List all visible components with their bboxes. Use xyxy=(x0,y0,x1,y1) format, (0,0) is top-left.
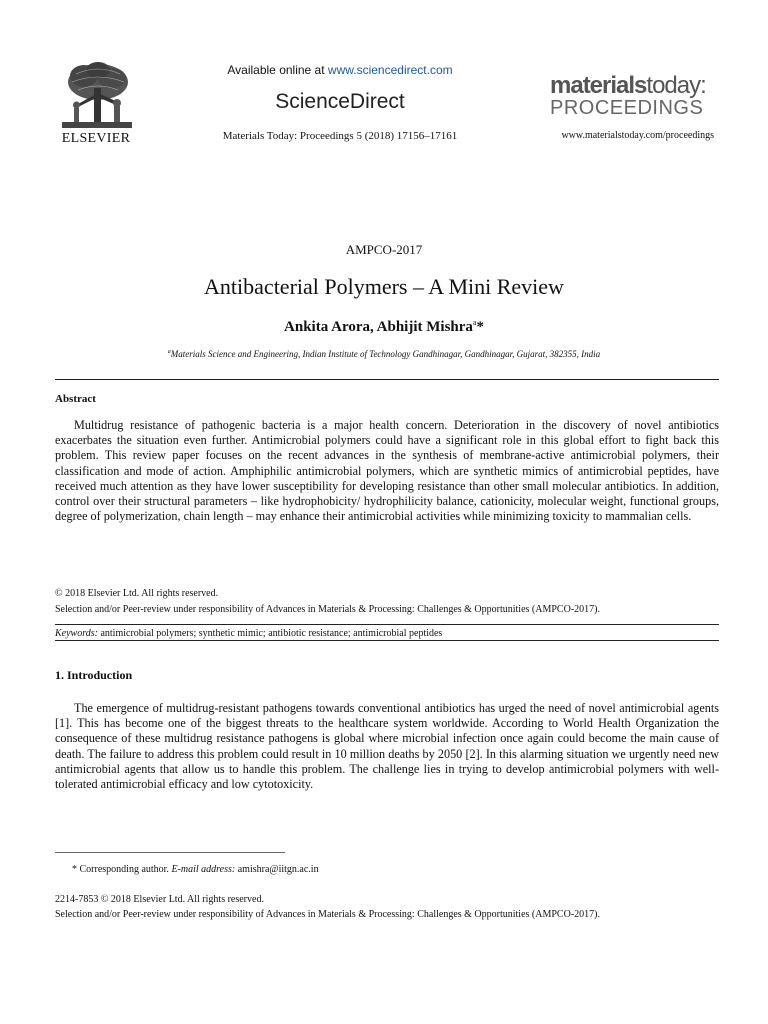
publisher-name: ELSEVIER xyxy=(61,131,131,146)
corresponding-star: * xyxy=(476,319,484,335)
materials-today-url[interactable]: www.materialstoday.com/proceedings xyxy=(561,130,714,141)
platform-name: ScienceDirect xyxy=(275,90,405,113)
issn-line: 2214-7853 © 2018 Elsevier Ltd. All rights reserved. xyxy=(55,894,264,905)
email-label: E-mail address: xyxy=(171,864,236,875)
affil-mark: a xyxy=(167,349,171,355)
mt-logo-line1 xyxy=(550,74,714,98)
peer-review-line: Selection and/or Peer-review under responsibility of Advances in Materials & Processing: Challenges & Opportunities (AMPCO-2017). xyxy=(55,604,600,615)
affiliation xyxy=(0,349,768,359)
footer-peer-review-line: Selection and/or Peer-review under responsibility of Advances in Materials & Processing: Challenges & Opportunities (AMPCO-2017). xyxy=(55,909,600,920)
divider-keywords-top xyxy=(55,624,719,625)
introduction-text: The emergence of multidrug-resistant pathogens towards conventional antibiotics has urged the need of novel antimicrobial agents [1]. This has become one of the biggest threats to the healthcare system worldwide. According to World Health Organization the consequence of these multidrug resistance pathogens is global where microbial infection once again could become the main cause of death. The failure to address this problem could result in 10 million deaths by 2050 [2]. In this alarming situation we urgently need new antimicrobial agents that allow us to handle this problem. The challenge lies in trying to develop antimicrobial polymers with well-tolerated antimicrobial efficacy and low cytotoxicity. xyxy=(55,701,719,792)
available-prefix: Available online at xyxy=(227,63,328,77)
paper-title: Antibacterial Polymers – A Mini Review xyxy=(204,274,564,299)
mt-logo-line2: PROCEEDINGS xyxy=(550,97,704,119)
abstract-text: Multidrug resistance of pathogenic bacteria is a major health concern. Deterioration in the discovery of novel antibiotics exacerbates the situation even further. Antimicrobial polymers could have a significant role in this global effort to fight back this problem. This review paper focuses on the recent advances in the synthesis of membrane-active antimicrobial polymers, their classification and mode of action. Amphiphilic antimicrobial polymers, which are synthetic mimics of antimicrobial peptides, have received much attention as they have lower susceptibility for developing resistance than other small molecular antibiotics. In addition, control over their structural parameters – like hydrophobicity/ hydrophilicity balance, cationicity, molecular weight, functional groups, degree of polymerization, chain length – may enhance their antimicrobial activities while minimizing toxicity to mammalian cells. xyxy=(55,418,719,524)
materials-today-logo xyxy=(550,74,714,118)
journal-reference: Materials Today: Proceedings 5 (2018) 17156–17161 xyxy=(222,130,458,142)
corresponding-author-footnote xyxy=(72,864,319,875)
sciencedirect-link[interactable]: www.sciencedirect.com xyxy=(327,63,453,77)
keywords-line xyxy=(55,628,442,639)
footnote-rule xyxy=(55,852,285,853)
keywords-text: antimicrobial polymers; synthetic mimic; antibiotic resistance; antimicrobial peptides xyxy=(97,628,443,639)
email-address[interactable]: amishra@iitgn.ac.in xyxy=(235,864,319,875)
available-online-line xyxy=(160,63,520,77)
copyright-line: © 2018 Elsevier Ltd. All rights reserved. xyxy=(55,588,219,599)
mt-logo-rest: today: xyxy=(646,72,706,99)
affiliation-text: Materials Science and Engineering, Indian Institute of Technology Gandhinagar, Gandhinagar, Gujarat, 382355, India xyxy=(170,349,601,359)
divider-top xyxy=(55,379,719,380)
corresponding-prefix: * Corresponding author. xyxy=(72,864,172,875)
abstract-heading: Abstract xyxy=(55,393,96,405)
authors-text: Ankita Arora, Abhijit Mishra xyxy=(284,319,473,335)
keywords-label: Keywords: xyxy=(55,628,98,639)
introduction-heading: 1. Introduction xyxy=(55,668,133,682)
author-list xyxy=(0,318,768,336)
author-affil-mark: a xyxy=(472,318,477,327)
conference-name: AMPCO-2017 xyxy=(345,242,423,257)
mt-logo-bold: materials xyxy=(550,72,647,99)
divider-keywords-bottom xyxy=(55,640,719,641)
